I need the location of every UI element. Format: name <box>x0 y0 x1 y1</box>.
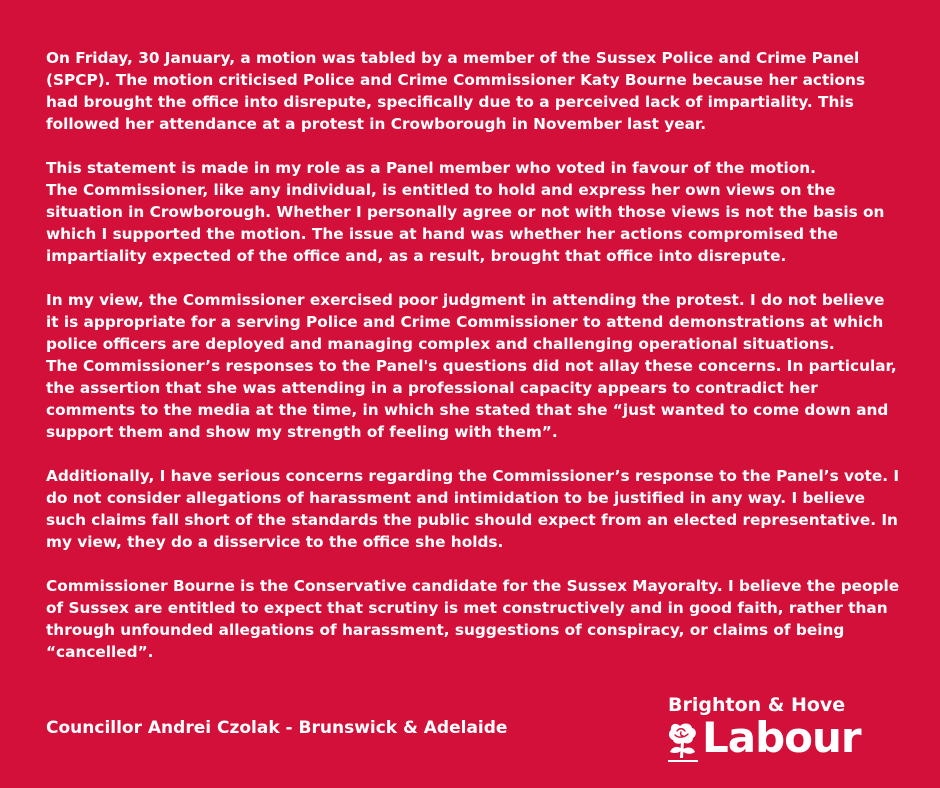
statement-paragraph-3-line-1: In my view, the Commissioner exercised poor judgment in attending the protest. I do not believe it is appropriate for a serving Police and Crime Commissioner to attend demonstrations at which police officers are deployed and managing complex and challenging operational situations. <box>46 291 885 353</box>
statement-paragraph-3-line-2: The Commissioner’s responses to the Panel's questions did not allay these concerns. In particular, the assertion that she was attending in a professional capacity appears to contradict her comments to the media at the time, in which she stated that she “just wanted to come down and support them and show my strength of feeling with them”. <box>46 357 897 441</box>
brighton-hove-labour-logo <box>666 692 896 768</box>
statement-text <box>46 47 902 685</box>
statement-paragraph-2-line-1: This statement is made in my role as a Panel member who voted in favour of the motion. <box>46 159 816 177</box>
statement-paragraph-5-line-1: Commissioner Bourne is the Conservative candidate for the Sussex Mayoralty. I believe the people of Sussex are entitled to expect that scrutiny is met constructively and in good faith, rather than through unfounded allegations of harassment, suggestions of conspiracy, or claims of being “cancelled”. <box>46 577 900 661</box>
labour-wordmark: Labour <box>702 713 861 762</box>
statement-paragraph-4-line-1: Additionally, I have serious concerns regarding the Commissioner’s response to the Panel’s vote. I do not consider allegations of harassment and intimidation to be justified in any way. I believe such claims fall short of the standards the public should expect from an elected representative. In my view, they do a disservice to the office she holds. <box>46 467 900 551</box>
statement-paragraph-2-line-2: The Commissioner, like any individual, is entitled to hold and express her own views on the situation in Crowborough. Whether I personally agree or not with those views is not the basis on which I supported the motion. The issue at hand was whether her actions compromised the impartiality expected of the office and, as a result, brought that office into disrepute. <box>46 181 885 265</box>
statement-paragraph-1-line-1: On Friday, 30 January, a motion was tabled by a member of the Sussex Police and Crime Panel (SPCP). The motion criticised Police and Crime Commissioner Katy Bourne because her actions had brought the office into disrepute, specifically due to a perceived lack of impartiality. This followed her attendance at a protest in Crowborough in November last year. <box>46 49 866 133</box>
statement-paragraph-5 <box>46 575 902 663</box>
statement-paragraph-1 <box>46 47 902 135</box>
signature: Councillor Andrei Czolak - Brunswick & Adelaide <box>46 718 508 738</box>
statement-paragraph-3 <box>46 289 902 443</box>
statement-paragraph-4 <box>46 465 902 553</box>
logo-region-name: Brighton & Hove <box>668 694 846 716</box>
statement-paragraph-2 <box>46 157 902 267</box>
